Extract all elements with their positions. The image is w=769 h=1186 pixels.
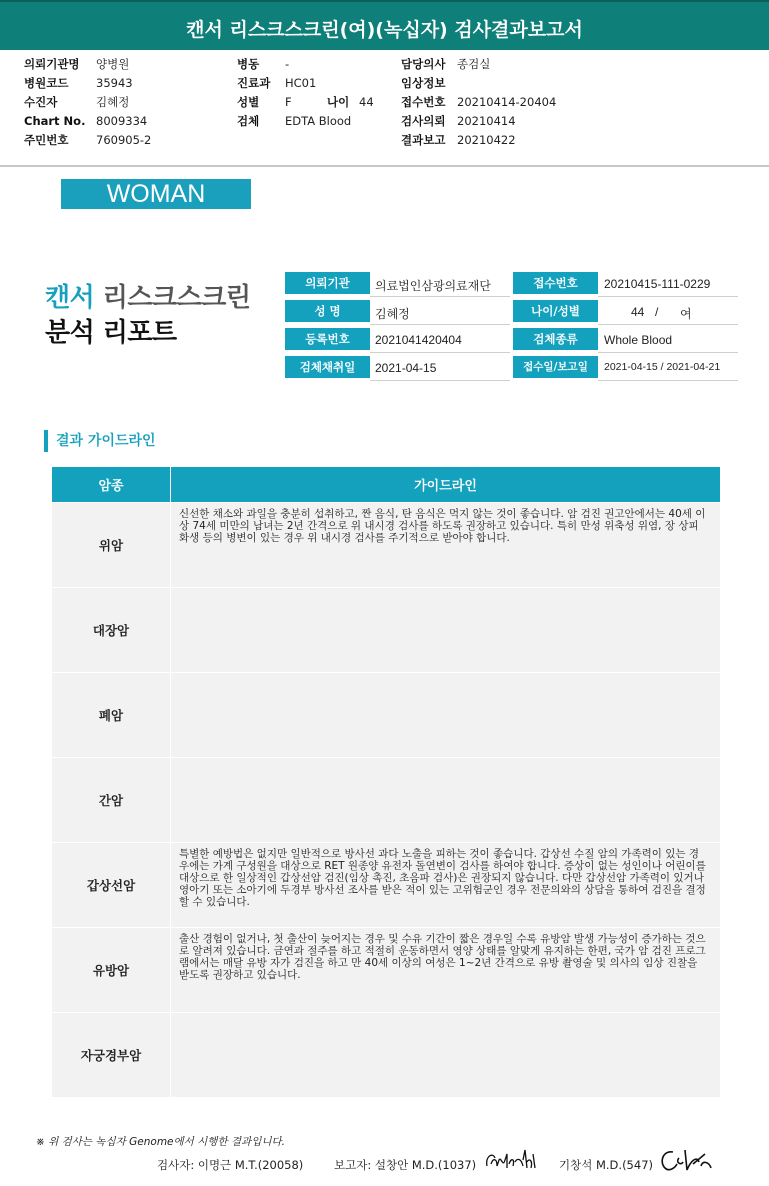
report-title-bar xyxy=(0,0,769,50)
guideline-text: 특별한 예방법은 없지만 일반적으로 방사선 과다 노출을 피하는 것이 좋습니다. 갑상선 수질 암의 가족력이 있는 경우에는 가계 구성원을 대상으로 RET 원종양 유전자 돌연변이 검사를 하여야 합니다. 증상이 없는 성인이나 어린이를 대상으로 한 일상적인 갑상선암 검진(임상 촉진, 초음파 검사)은 권장되지 않습니다. 다만 갑상선암 가족력이 있거나 영아기 또는 소아기에 두경부 방사선 조사를 받은 적이 있는 고위험군인 경우 전문의와의 상담을 통하여 검진을 결정할 수 있습니다. xyxy=(179,848,706,908)
table-row xyxy=(52,588,721,673)
guideline-cell xyxy=(171,928,721,1013)
report-title: 캔서 리스크스크린(여)(녹십자) 검사결과보고서 xyxy=(186,19,583,41)
report-heading-line2: 분석 리포트 xyxy=(45,318,177,348)
header-col-1 xyxy=(24,55,151,150)
divider xyxy=(370,324,510,325)
cancer-name: 대장암 xyxy=(52,588,171,673)
age-label: 나이 xyxy=(327,95,350,109)
sex-value: 여 xyxy=(680,307,692,321)
cancer-name: 폐암 xyxy=(52,673,171,758)
table-row xyxy=(52,673,721,758)
table-row xyxy=(52,843,721,928)
age-value: 44 xyxy=(631,305,645,319)
collect-date-label: 검체채취일 xyxy=(285,356,370,378)
name-value: 김혜정 xyxy=(375,307,410,321)
table-row xyxy=(52,503,721,588)
divider xyxy=(598,352,738,353)
header-value: 양병원 xyxy=(96,57,130,71)
header-value: 종검실 xyxy=(457,57,491,71)
director-signature-line: 기창석 M.D.(547) xyxy=(559,1158,653,1172)
guideline-table xyxy=(51,466,721,1098)
header-divider xyxy=(0,165,769,167)
header-label: 주민번호 xyxy=(24,133,69,147)
divider xyxy=(370,352,510,353)
tester-signature-line: 검사자: 이명근 M.T.(20058) xyxy=(157,1158,304,1172)
header-value: 김혜정 xyxy=(96,95,130,109)
registration-value: 2021041420404 xyxy=(375,333,462,347)
header-label: 검사의뢰 xyxy=(401,114,446,128)
header-value: 20210414-20404 xyxy=(457,95,557,109)
guideline-cell xyxy=(171,503,721,588)
guideline-cell xyxy=(171,588,721,673)
receive-report-date-label: 접수일/보고일 xyxy=(513,356,598,378)
header-label: 병원코드 xyxy=(24,76,69,90)
header-label: 수진자 xyxy=(24,95,58,109)
header-label: 검체 xyxy=(237,114,260,128)
column-header-guideline: 가이드라인 xyxy=(171,467,721,503)
table-row xyxy=(52,758,721,843)
institution-value: 의료법인삼광의료재단 xyxy=(375,279,491,293)
header-label: 병동 xyxy=(237,57,260,71)
header-value: 20210414 xyxy=(457,114,516,128)
collect-date-value: 2021-04-15 xyxy=(375,361,437,375)
registration-label: 등록번호 xyxy=(285,328,370,350)
receipt-value: 20210415-111-0229 xyxy=(604,277,711,291)
receive-report-date-value: 2021-04-15 / 2021-04-21 xyxy=(604,361,721,373)
header-value: EDTA Blood xyxy=(285,114,352,128)
table-row xyxy=(52,1013,721,1098)
header-label: Chart No. xyxy=(24,114,86,128)
section-title: 결과 가이드라인 xyxy=(44,430,156,452)
header-value: 8009334 xyxy=(96,114,148,128)
guideline-cell xyxy=(171,843,721,928)
age-sex-label: 나이/성별 xyxy=(513,300,598,322)
header-col-2 xyxy=(237,55,374,131)
divider xyxy=(370,296,510,297)
header-value: 35943 xyxy=(96,76,133,90)
column-header-cancer: 암종 xyxy=(52,467,171,503)
header-value: 760905-2 xyxy=(96,133,152,147)
specimen-label: 검체종류 xyxy=(513,328,598,350)
divider xyxy=(598,296,738,297)
header-label: 진료과 xyxy=(237,76,271,90)
header-col-3 xyxy=(401,55,556,150)
header-label: 성별 xyxy=(237,95,260,109)
institution-label: 의뢰기관 xyxy=(285,272,370,294)
header-label: 의뢰기관명 xyxy=(24,57,80,71)
cancer-name: 갑상선암 xyxy=(52,843,171,928)
header-value: - xyxy=(285,57,290,71)
reporter-handwritten-signature xyxy=(483,1146,537,1176)
header-value: F xyxy=(285,95,292,109)
age-value: 44 xyxy=(359,95,374,109)
table-header-row xyxy=(52,467,721,503)
guideline-cell xyxy=(171,673,721,758)
receipt-label: 접수번호 xyxy=(513,272,598,294)
header-label: 접수번호 xyxy=(401,95,446,109)
name-label: 성 명 xyxy=(285,300,370,322)
divider xyxy=(598,324,738,325)
header-value: 20210422 xyxy=(457,133,516,147)
specimen-value: Whole Blood xyxy=(604,333,673,347)
report-heading-line1 xyxy=(45,277,251,314)
report-heading-rest: 리스크스크린 xyxy=(102,283,251,313)
cancer-name: 자궁경부암 xyxy=(52,1013,171,1098)
director-handwritten-signature xyxy=(657,1146,713,1176)
header-label: 임상정보 xyxy=(401,76,446,90)
header-label: 담당의사 xyxy=(401,57,446,71)
cancer-name: 위암 xyxy=(52,503,171,588)
divider xyxy=(598,380,738,381)
cancer-name: 유방암 xyxy=(52,928,171,1013)
footnote: ※ 위 검사는 녹십자 Genome에서 시행한 결과입니다. xyxy=(36,1136,285,1148)
age-sex-separator: / xyxy=(655,305,659,319)
guideline-text: 신선한 채소와 과일을 충분히 섭취하고, 짠 음식, 탄 음식은 먹지 않는 것이 좋습니다. 암 검진 권고안에서는 40세 이상 74세 미만의 남녀는 2년 간격으로 위 내시경 검사를 하도록 권장하고 있습니다. 특히 만성 위축성 위염, 장 상피 화생 등의 병변이 있는 경우 위 내시경 검사를 주기적으로 받아야 합니다. xyxy=(179,508,706,544)
woman-badge: WOMAN xyxy=(61,179,251,209)
cancer-name: 간암 xyxy=(52,758,171,843)
reporter-signature-line: 보고자: 설창안 M.D.(1037) xyxy=(334,1158,477,1172)
header-value: HC01 xyxy=(285,76,317,90)
table-row xyxy=(52,928,721,1013)
guideline-text: 출산 경험이 없거나, 첫 출산이 늦어지는 경우 및 수유 기간이 짧은 경우일 수록 유방암 발생 가능성이 증가하는 것으로 알려져 있습니다. 금연과 절주를 하고 적절히 운동하면서 영양 상태를 알맞게 유지하는 한편, 국가 암 검진 프로그램에서는 매달 유방 자가 검진을 하고 만 40세 이상의 여성은 1~2년 간격으로 유방 촬영술 및 의사의 임상 진찰을 받도록 권장하고 있습니다. xyxy=(179,933,706,981)
guideline-cell xyxy=(171,758,721,843)
guideline-cell xyxy=(171,1013,721,1098)
report-heading-accent: 캔서 xyxy=(45,283,95,313)
header-label: 결과보고 xyxy=(401,133,446,147)
divider xyxy=(370,380,510,381)
